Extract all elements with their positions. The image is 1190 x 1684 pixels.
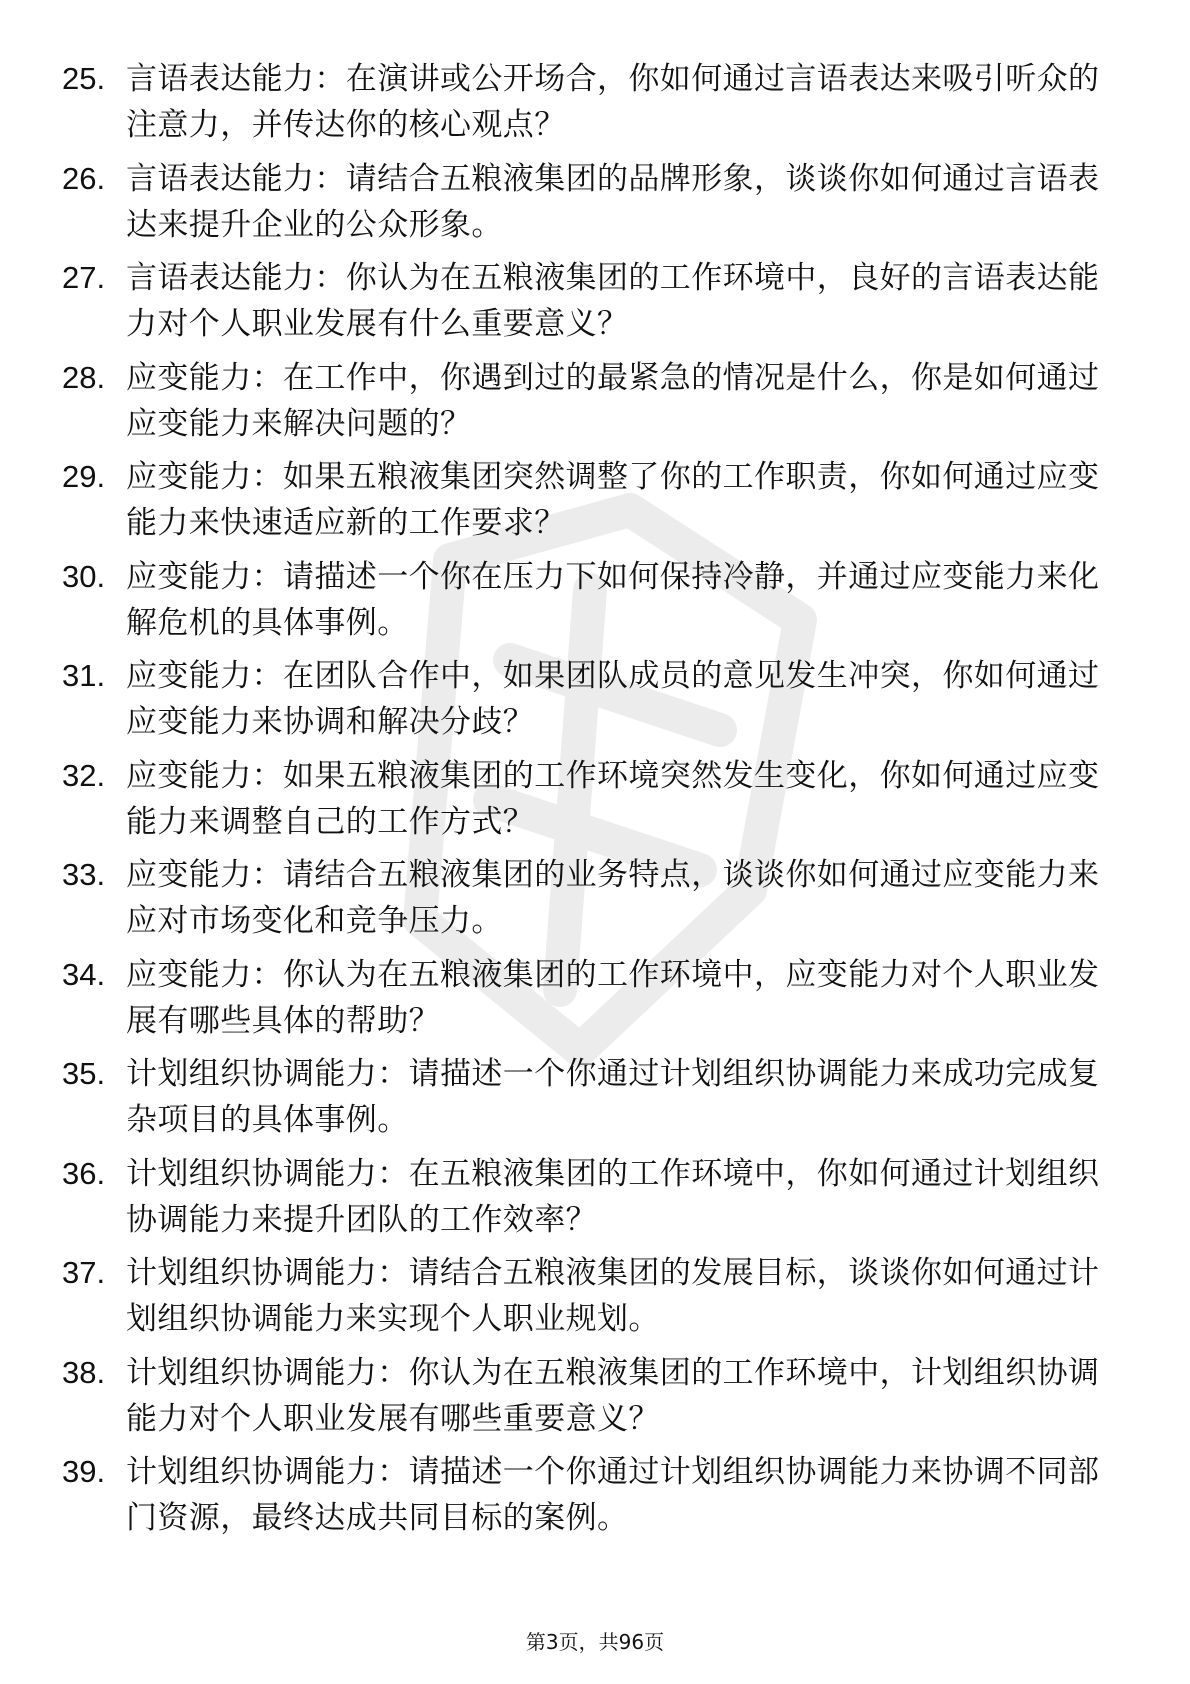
question-item <box>62 753 1122 845</box>
question-item <box>62 454 1122 546</box>
question-item <box>62 952 1122 1044</box>
question-number: 35. <box>62 1056 106 1091</box>
question-text: 言语表达能力：在演讲或公开场合，你如何通过言语表达来吸引听众的注意力，并传达你的核心观点？ <box>126 61 1100 143</box>
question-item <box>62 1250 1122 1342</box>
question-item <box>62 355 1122 447</box>
question-text: 应变能力：在工作中，你遇到过的最紧急的情况是什么，你是如何通过应变能力来解决问题的？ <box>126 359 1100 442</box>
question-number: 38. <box>62 1354 106 1390</box>
question-item <box>62 1449 1122 1541</box>
question-text: 计划组织协调能力：在五粮液集团的工作环境中，你如何通过计划组织协调能力来提升团队的工作效率？ <box>126 1155 1100 1238</box>
question-number: 36. <box>62 1155 106 1191</box>
question-text: 计划组织协调能力：你认为在五粮液集团的工作环境中，计划组织协调能力对个人职业发展有哪些重要意义？ <box>126 1354 1100 1437</box>
question-text: 应变能力：如果五粮液集团的工作环境突然发生变化，你如何通过应变能力来调整自己的工作方式？ <box>126 757 1100 840</box>
question-text: 应变能力：你认为在五粮液集团的工作环境中，应变能力对个人职业发展有哪些具体的帮助？ <box>126 956 1100 1039</box>
question-number: 37. <box>62 1255 106 1290</box>
question-number: 34. <box>62 956 106 992</box>
question-text: 言语表达能力：请结合五粮液集团的品牌形象，谈谈你如何通过言语表达来提升企业的公众形象。 <box>126 160 1100 243</box>
question-number: 27. <box>62 260 106 295</box>
page-number-label: 第3页，共96页 <box>525 1630 665 1654</box>
page-footer <box>0 1628 1190 1656</box>
question-text: 计划组织协调能力：请结合五粮液集团的发展目标，谈谈你如何通过计划组织协调能力来实现个人职业规划。 <box>126 1255 1100 1337</box>
question-text: 言语表达能力：你认为在五粮液集团的工作环境中，良好的言语表达能力对个人职业发展有什么重要意义？ <box>126 260 1100 342</box>
question-item <box>62 852 1122 944</box>
question-text: 应变能力：在团队合作中，如果团队成员的意见发生冲突，你如何通过应变能力来协调和解决分歧？ <box>126 658 1100 740</box>
question-text: 应变能力：请结合五粮液集团的业务特点，谈谈你如何通过应变能力来应对市场变化和竞争压力。 <box>126 857 1100 939</box>
question-item <box>62 1051 1122 1143</box>
question-number: 32. <box>62 757 106 793</box>
question-item <box>62 156 1122 248</box>
question-text: 应变能力：如果五粮液集团突然调整了你的工作职责，你如何通过应变能力来快速适应新的工作要求？ <box>126 459 1100 541</box>
question-item <box>62 56 1122 148</box>
question-number: 28. <box>62 359 106 395</box>
question-item <box>62 1151 1122 1243</box>
question-number: 29. <box>62 459 106 494</box>
question-item <box>62 255 1122 347</box>
question-text: 计划组织协调能力：请描述一个你通过计划组织协调能力来协调不同部门资源，最终达成共同目标的案例。 <box>126 1454 1100 1536</box>
question-number: 31. <box>62 658 106 693</box>
question-number: 30. <box>62 558 106 594</box>
question-list <box>62 56 1122 1549</box>
question-number: 39. <box>62 1454 106 1489</box>
question-text: 应变能力：请描述一个你在压力下如何保持冷静，并通过应变能力来化解危机的具体事例。 <box>126 558 1100 641</box>
question-number: 25. <box>62 61 106 96</box>
question-number: 26. <box>62 160 106 196</box>
question-number: 33. <box>62 857 106 892</box>
question-item <box>62 554 1122 646</box>
question-text: 计划组织协调能力：请描述一个你通过计划组织协调能力来成功完成复杂项目的具体事例。 <box>126 1056 1100 1138</box>
question-item <box>62 653 1122 745</box>
question-item <box>62 1350 1122 1442</box>
